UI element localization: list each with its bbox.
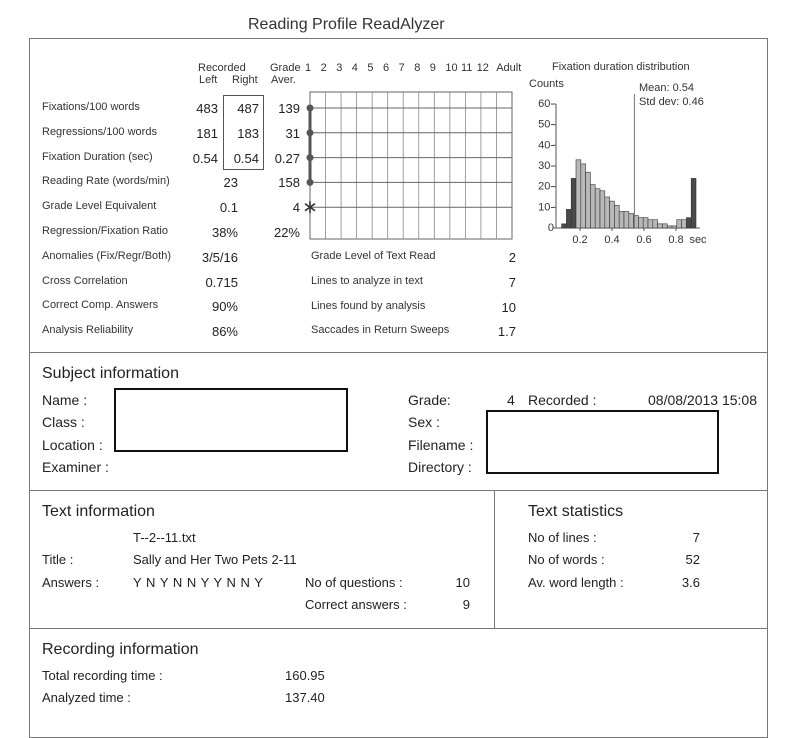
histogram-title: Fixation duration distribution — [552, 61, 690, 73]
histogram-bar — [605, 197, 610, 228]
grade-scale-label: Adult — [496, 62, 522, 74]
col-right-header: Right — [232, 74, 258, 86]
histogram-bar — [595, 189, 600, 228]
text-stats-heading: Text statistics — [528, 503, 624, 520]
histogram-x-tick-label: 0.4 — [604, 234, 620, 246]
text-level-label: Grade Level of Text Read — [311, 250, 436, 262]
histogram-bar — [677, 220, 682, 228]
divider-profile — [29, 352, 768, 353]
histogram-bar — [586, 172, 591, 228]
profile-row-label: Correct Comp. Answers — [42, 299, 159, 312]
histogram-bar — [562, 224, 567, 228]
histogram-bar — [571, 178, 576, 228]
text-level-label: Lines found by analysis — [311, 299, 426, 312]
histogram-bar — [682, 220, 687, 228]
profile-row-label: Fixations/100 words — [42, 101, 140, 113]
profile-marker-dot — [307, 154, 314, 161]
histogram-bar — [629, 214, 634, 228]
total-time-value: 160.95 — [285, 668, 325, 683]
profile-marker-dot — [307, 105, 314, 112]
questions-value: 10 — [455, 575, 470, 590]
profile-row-label: Reading Rate (words/min) — [42, 175, 170, 188]
divider-text-stats — [494, 490, 495, 628]
histogram-mean: Mean: 0.54 — [639, 82, 695, 94]
total-time-label: Total recording time : — [42, 668, 163, 683]
words-value: 52 — [685, 552, 700, 567]
sex-label: Sex : — [408, 414, 440, 430]
profile-row-label: Anomalies (Fix/Regr/Both) — [42, 249, 171, 262]
profile-grade-value: 22% — [273, 225, 300, 240]
correct-value: 9 — [462, 597, 470, 612]
analyzed-time-label: Analyzed time : — [42, 690, 131, 705]
questions-label: No of questions : — [305, 575, 403, 590]
histogram-chart — [520, 90, 710, 250]
name-label: Name : — [42, 392, 88, 408]
text-level-value: 7 — [508, 274, 516, 290]
grade-label: Grade: — [408, 392, 451, 408]
text-file: T--2--11.txt — [133, 530, 196, 545]
histogram-y-tick-label: 20- — [538, 180, 554, 193]
directory-label: Directory : — [408, 459, 472, 475]
col-grade-header: Grade — [270, 62, 301, 74]
class-label: Class : — [42, 414, 85, 430]
histogram-std: Std dev: 0.46 — [639, 96, 704, 108]
grid-border — [310, 92, 512, 239]
title-label: Title : — [42, 552, 74, 567]
words-label: No of words : — [528, 552, 605, 567]
profile-right-value: 0.54 — [233, 150, 259, 166]
redacted-name-box — [114, 388, 348, 452]
profile-marker-dot — [307, 179, 314, 186]
grade-value: 4 — [507, 392, 515, 408]
grade-scale-label: 7 — [398, 62, 405, 74]
profile-marker-dot — [307, 129, 314, 136]
profile-grade-value: 158 — [278, 175, 300, 191]
recorded-value: 08/08/2013 15:08 — [648, 392, 757, 408]
profile-grade-value: 0.27 — [274, 150, 300, 166]
histogram-bar — [653, 220, 658, 228]
profile-right-value: 487 — [237, 101, 259, 116]
histogram-y-tick-label: 10- — [538, 201, 554, 214]
profile-value: 0.1 — [219, 200, 238, 216]
grade-scale-label: 9 — [429, 62, 436, 74]
profile-value: 3/5/16 — [201, 249, 238, 265]
divider-text — [29, 628, 768, 629]
col-recorded-header: Recorded — [198, 62, 246, 74]
grade-scale-label: 1 — [305, 62, 312, 74]
text-level-label: Saccades in Return Sweeps — [311, 324, 450, 337]
answers-label: Answers : — [42, 575, 100, 590]
profile-row-label: Grade Level Equivalent — [42, 200, 157, 213]
profile-grade-value: 4 — [292, 200, 300, 216]
histogram-bar — [667, 226, 672, 228]
grade-scale-label: 8 — [414, 62, 421, 74]
text-level-value: 1.7 — [497, 324, 516, 340]
histogram-x-tick-label: 0.6 — [636, 234, 652, 246]
recorded-label: Recorded : — [528, 392, 597, 408]
profile-left-value: 0.54 — [192, 150, 218, 166]
histogram-y-tick-label: 40- — [538, 139, 554, 152]
histogram-bar — [614, 205, 619, 228]
grade-scale-label: 3 — [336, 62, 343, 74]
grade-scale-label: 5 — [367, 62, 374, 74]
histogram-y-tick-label: 30- — [538, 160, 554, 172]
grade-scale-label: 2 — [320, 62, 327, 74]
grade-scale-label: 12 — [476, 62, 489, 74]
profile-value: 23 — [223, 175, 238, 191]
histogram-bar — [662, 224, 667, 228]
text-level-value: 10 — [501, 299, 516, 315]
grade-scale-label: 4 — [351, 62, 358, 74]
histogram-bar — [638, 218, 643, 228]
text-info-heading: Text information — [42, 503, 155, 520]
histogram-bar — [619, 211, 624, 228]
histogram-bar — [648, 220, 653, 228]
filename-label: Filename : — [408, 437, 474, 453]
histogram-x-tick-label: 0.2 — [572, 234, 588, 246]
lines-label: No of lines : — [528, 530, 597, 545]
profile-grade-value: 139 — [278, 101, 300, 116]
histogram-y-tick-label: 0 — [547, 222, 554, 234]
histogram-bar — [590, 185, 595, 228]
location-label: Location : — [42, 437, 103, 453]
report-title: Reading Profile ReadAlyzer — [248, 16, 445, 33]
profile-value: 0.715 — [205, 274, 238, 290]
histogram-bar — [686, 218, 691, 228]
lines-value: 7 — [692, 530, 700, 545]
redacted-file-box — [486, 410, 719, 474]
avlen-value: 3.6 — [681, 575, 700, 590]
grade-profile-grid — [300, 84, 515, 244]
histogram-bar — [672, 226, 677, 228]
answers-value: Y N Y N N Y Y N N Y — [133, 575, 264, 590]
histogram-bar — [576, 160, 581, 228]
subject-heading: Subject information — [42, 365, 179, 382]
profile-left-value: 483 — [196, 101, 218, 116]
profile-value: 90% — [211, 299, 238, 315]
grade-scale-label: 6 — [383, 62, 390, 74]
correct-label: Correct answers : — [305, 597, 407, 612]
profile-row-label: Analysis Reliability — [42, 324, 134, 337]
histogram-bar — [643, 218, 648, 228]
profile-row-label: Regressions/100 words — [42, 125, 157, 138]
histogram-bar — [600, 191, 605, 228]
col-aver-header: Aver. — [271, 74, 296, 86]
histogram-y-tick-label: 50- — [538, 118, 554, 131]
profile-row-label: Fixation Duration (sec) — [42, 150, 153, 163]
col-left-header: Left — [199, 74, 218, 86]
profile-right-value: 183 — [237, 125, 259, 141]
avlen-label: Av. word length : — [528, 575, 624, 590]
text-level-value: 2 — [508, 250, 516, 265]
profile-row-label: Cross Correlation — [42, 274, 128, 287]
grade-scale-label: 10 — [445, 62, 458, 74]
profile-value: 38% — [211, 225, 238, 240]
profile-value: 86% — [211, 324, 238, 340]
histogram-bar — [566, 209, 571, 228]
histogram-y-tick-label: 60- — [538, 98, 554, 110]
divider-subject — [29, 490, 768, 491]
profile-row-label: Regression/Fixation Ratio — [42, 225, 168, 237]
histogram-ylabel: Counts — [529, 78, 564, 90]
histogram-bar — [610, 201, 615, 228]
histogram-x-unit-label: sec — [689, 234, 707, 246]
histogram-bar — [691, 178, 696, 228]
histogram-bar — [658, 224, 663, 228]
profile-grade-value: 31 — [285, 125, 300, 141]
recording-heading: Recording information — [42, 641, 199, 658]
profile-left-value: 181 — [196, 125, 218, 141]
text-level-label: Lines to analyze in text — [311, 274, 423, 287]
grade-scale-label: 11 — [461, 62, 473, 74]
histogram-bar — [581, 164, 586, 228]
examiner-label: Examiner : — [42, 459, 109, 475]
histogram-x-tick-label: 0.8 — [668, 234, 684, 246]
histogram-bar — [624, 211, 629, 228]
analyzed-time-value: 137.40 — [285, 690, 325, 705]
title-value: Sally and Her Two Pets 2-11 — [133, 552, 297, 567]
